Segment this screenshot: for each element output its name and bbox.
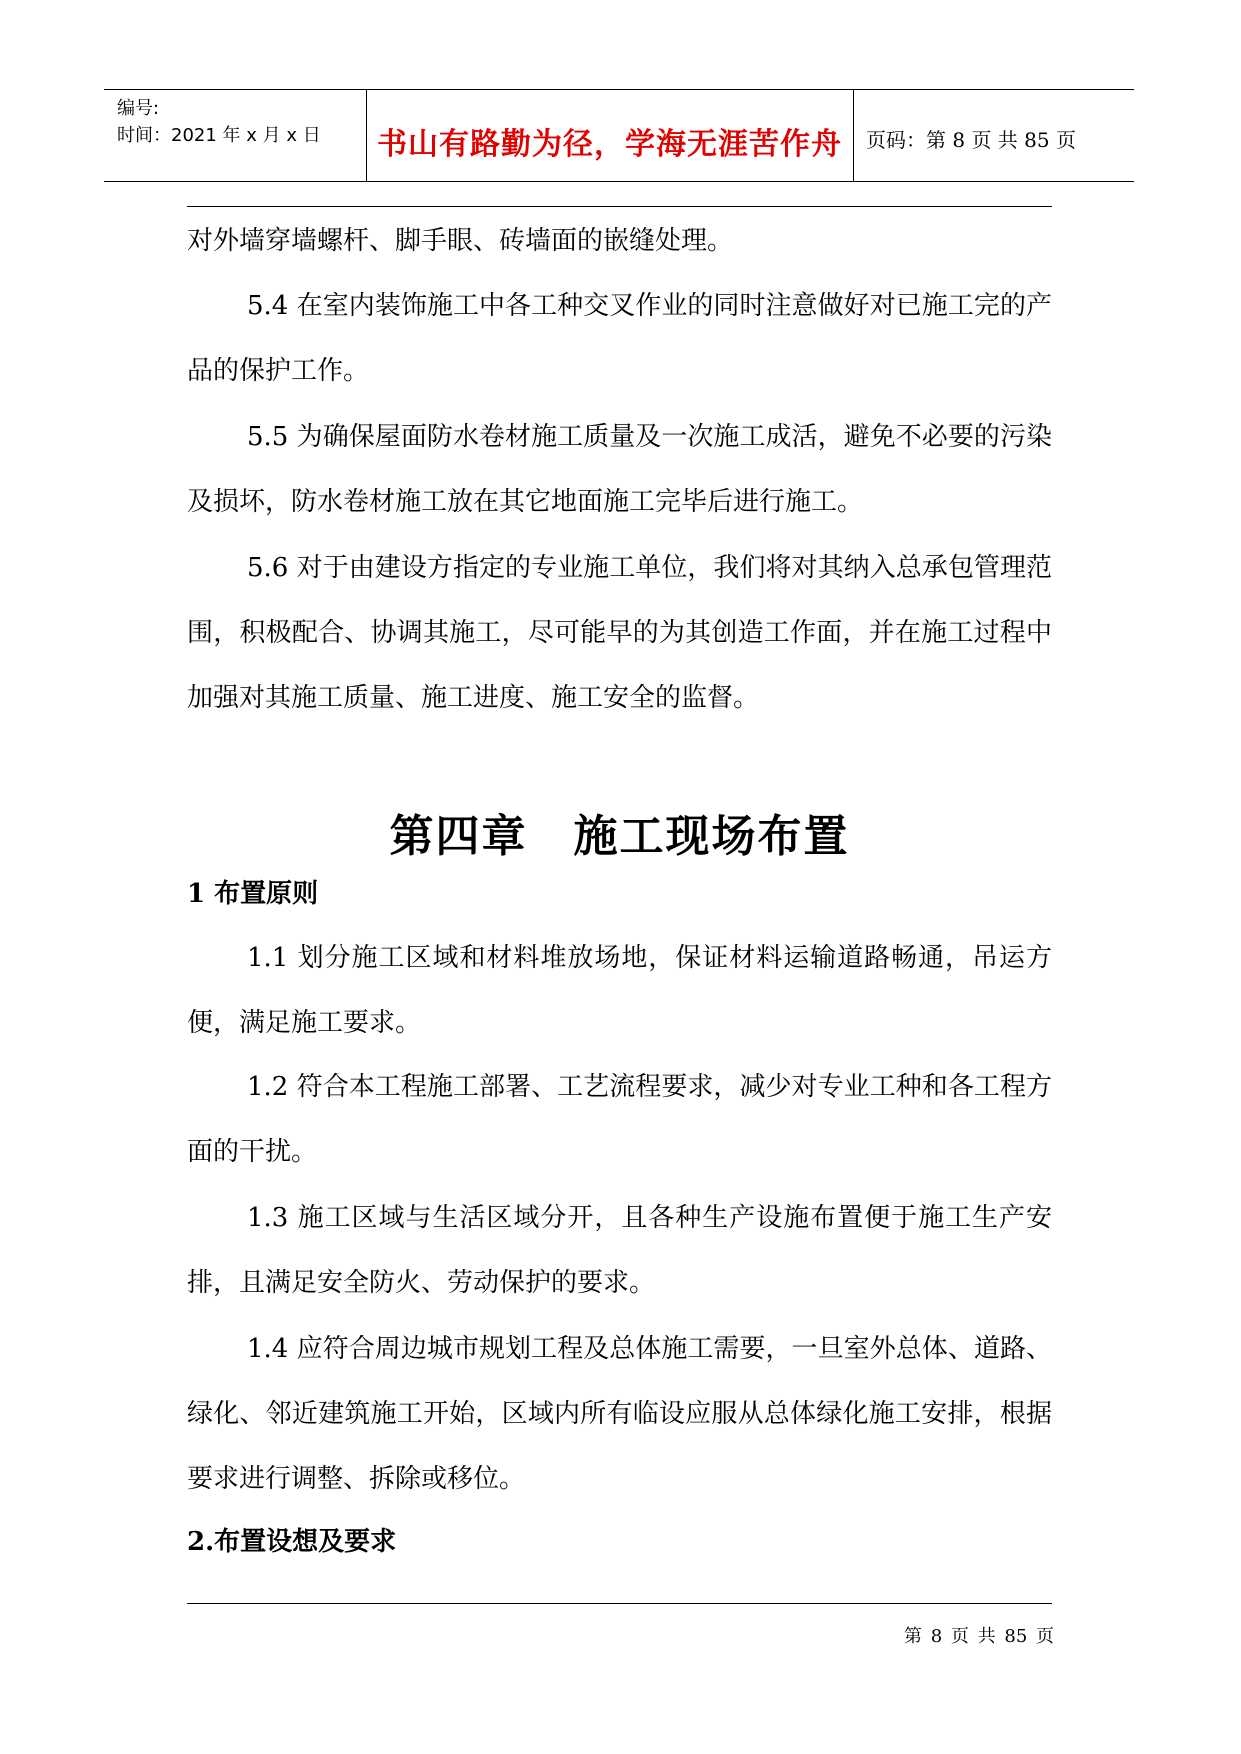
header-info bbox=[117, 95, 321, 149]
paragraph-5-5: 5.5 为确保屋面防水卷材施工质量及一次施工成活，避免不必要的污染及损坏，防水卷材施工放在其它地面施工完毕后进行施工。 bbox=[187, 422, 1052, 517]
paragraph-1-2: 1.2 符合本工程施工部署、工艺流程要求，减少对专业工种和各工程方面的干扰。 bbox=[187, 1072, 1052, 1167]
paragraph-1-1: 1.1 划分施工区域和材料堆放场地，保证材料运输道路畅通，吊运方便，满足施工要求。 bbox=[187, 943, 1052, 1038]
content-top-rule bbox=[187, 206, 1052, 207]
header-number-label: 编号: bbox=[117, 98, 160, 119]
paragraph-continuation: 对外墙穿墙螺杆、脚手眼、砖墙面的嵌缝处理。 bbox=[187, 226, 734, 256]
section-title-2: 2.布置设想及要求 bbox=[187, 1527, 397, 1557]
header-bottom-border bbox=[104, 181, 1134, 182]
chapter-title: 第四章 施工现场布置 bbox=[389, 811, 850, 862]
paragraph-1-4: 1.4 应符合周边城市规划工程及总体施工需要，一旦室外总体、道路、绿化、邻近建筑施工开始，区域内所有临设应服从总体绿化施工安排，根据要求进行调整、拆除或移位。 bbox=[187, 1334, 1052, 1494]
paragraph-1-3: 1.3 施工区域与生活区域分开，且各种生产设施布置便于施工生产安排，且满足安全防火、劳动保护的要求。 bbox=[187, 1203, 1052, 1298]
header-page-label: 页码：第 8 页 共 85 页 bbox=[866, 128, 1076, 152]
paragraph-5-6: 5.6 对于由建设方指定的专业施工单位，我们将对其纳入总承包管理范围，积极配合、协调其施工，尽可能早的为其创造工作面，并在施工过程中加强对其施工质量、施工进度、施工安全的监督。 bbox=[187, 553, 1052, 713]
header-time-label: 时间：2021 年 x 月 x 日 bbox=[117, 125, 321, 146]
paragraph-5-4: 5.4 在室内装饰施工中各工种交叉作业的同时注意做好对已施工完的产品的保护工作。 bbox=[187, 291, 1052, 386]
header-top-border bbox=[104, 89, 1134, 90]
header-motto: 书山有路勤为径，学海无涯苦作舟 bbox=[377, 127, 842, 162]
header-divider-right bbox=[853, 89, 854, 182]
footer-page-number: 第 8 页 共 85 页 bbox=[904, 1626, 1054, 1647]
section-title-1: 1 布置原则 bbox=[187, 879, 319, 909]
content-bottom-rule bbox=[187, 1603, 1052, 1604]
